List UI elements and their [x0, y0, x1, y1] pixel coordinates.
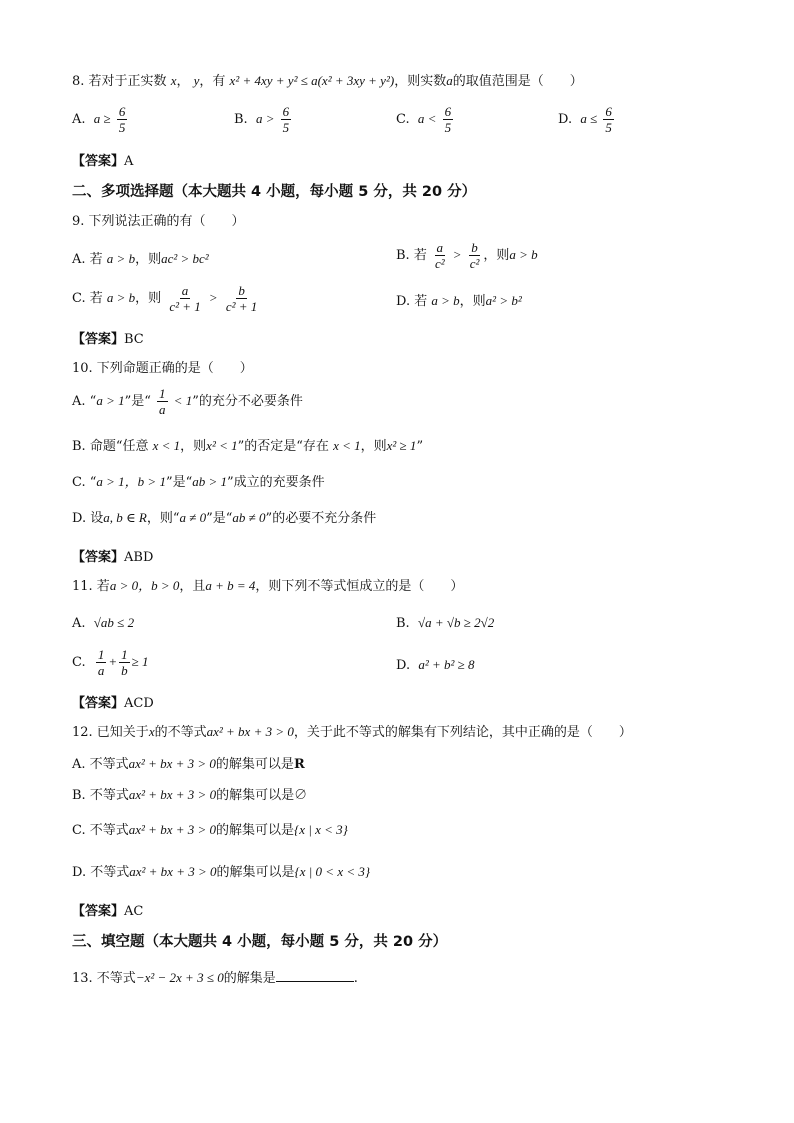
fraction: $\frac{b}{\text{c²}}$	[469, 240, 480, 271]
var-y: y	[193, 73, 200, 88]
q8-option-a[interactable]: A. a ≥ $\frac{6}{5}$	[72, 104, 126, 135]
answer-blank[interactable]	[276, 969, 354, 982]
q12-option-d[interactable]: D. 不等式ax² + bx + 3 > 0的解集可以是{x | 0 < x < 3}	[72, 864, 371, 880]
question-13-stem: 13. 不等式−x² − 2x + 3 ≤ 0的解集是 .	[72, 970, 358, 986]
question-8-stem: 8. 若对于正实数 x， y，有 x² + 4xy + y² ≤ a(x² + 3xy + y²)，则实数a的取值范围是（ ）	[72, 73, 583, 89]
q10-option-c[interactable]: C. “a > 1，b > 1”是“ab > 1”成立的充要条件	[72, 474, 325, 490]
var-x: x	[170, 73, 177, 88]
q8-inequality: x² + 4xy + y² ≤ a(x² + 3xy + y²)	[229, 73, 395, 88]
q8-answer: 【答案】A	[72, 154, 134, 169]
q8-option-b[interactable]: B. a > $\frac{6}{5}$	[234, 104, 290, 135]
q9-option-b[interactable]: B. 若 $\frac{a}{\text{c²}}$ > $\frac{b}{\text{c²}}$ ，则a > b	[396, 240, 538, 271]
q10-option-d[interactable]: D. 设a, b ∈ R，则“a ≠ 0”是“ab ≠ 0”的必要不充分条件	[72, 510, 377, 526]
fraction: $\frac{1}{a}$	[97, 647, 105, 678]
q12-option-a[interactable]: A. 不等式ax² + bx + 3 > 0的解集可以是R	[72, 756, 305, 772]
fraction: $\frac{6}{5}$	[605, 104, 612, 135]
section-2-heading: 二、多项选择题（本大题共 4 小题，每小题 5 分，共 20 分）	[72, 184, 477, 200]
q12-option-b[interactable]: B. 不等式ax² + bx + 3 > 0的解集可以是∅	[72, 787, 308, 803]
fraction: $\frac{a}{\text{c² + 1}}$	[169, 283, 201, 314]
q9-option-c[interactable]: C. 若 a > b，则 $\frac{a}{\text{c² + 1}}$ > $\frac{b}{\text{c² + 1}}$	[72, 283, 258, 314]
q10-answer: 【答案】ABD	[72, 550, 154, 565]
q12-option-c[interactable]: C. 不等式ax² + bx + 3 > 0的解集可以是{x | x < 3}	[72, 822, 348, 838]
q11-option-b[interactable]: B. √a + √b ≥ 2√2	[396, 615, 495, 631]
question-9-stem: 9. 下列说法正确的有（ ）	[72, 214, 245, 229]
section-3-heading: 三、填空题（本大题共 4 小题，每小题 5 分，共 20 分）	[72, 934, 448, 950]
q10-option-b[interactable]: B. 命题“任意 x < 1，则x² < 1”的否定是“存在 x < 1，则x² ≥ 1”	[72, 438, 424, 454]
q11-option-c[interactable]: C. $\frac{1}{a}$ + $\frac{1}{b}$ ≥ 1	[72, 647, 149, 678]
fraction: $\frac{1}{b}$	[121, 647, 128, 678]
fraction: $\frac{b}{\text{c² + 1}}$	[225, 283, 258, 314]
q12-answer: 【答案】AC	[72, 904, 144, 919]
question-10-stem: 10. 下列命题正确的是（ ）	[72, 361, 253, 376]
q11-option-d[interactable]: D. a² + b² ≥ 8	[396, 657, 475, 673]
q9-option-d[interactable]: D. 若 a > b，则a² > b²	[396, 293, 522, 309]
q9-answer: 【答案】BC	[72, 332, 144, 347]
fraction: $\frac{6}{5}$	[118, 104, 126, 135]
fraction: $\frac{6}{5}$	[282, 104, 290, 135]
q8-option-d[interactable]: D. a ≤ $\frac{6}{5}$	[558, 104, 612, 135]
fraction: $\frac{a}{\text{c²}}$	[434, 240, 445, 271]
q8-option-c[interactable]: C. a < $\frac{6}{5}$	[396, 104, 452, 135]
fraction: $\frac{6}{5}$	[444, 104, 452, 135]
fraction: $\frac{1}{a}$	[159, 386, 166, 417]
q11-answer: 【答案】ACD	[72, 696, 154, 711]
q10-option-a[interactable]: A. “a > 1”是“ $\frac{1}{a}$ < 1”的充分不必要条件	[72, 386, 303, 417]
q9-option-a[interactable]: A. 若 a > b，则ac² > bc²	[72, 251, 209, 267]
q11-option-a[interactable]: A. √ab ≤ 2	[72, 615, 135, 631]
question-11-stem: 11. 若a > 0，b > 0，且a + b = 4，则下列不等式恒成立的是（ ）	[72, 578, 464, 594]
question-12-stem: 12. 已知关于x的不等式ax² + bx + 3 > 0，关于此不等式的解集有下列结论，其中正确的是（ ）	[72, 724, 632, 740]
